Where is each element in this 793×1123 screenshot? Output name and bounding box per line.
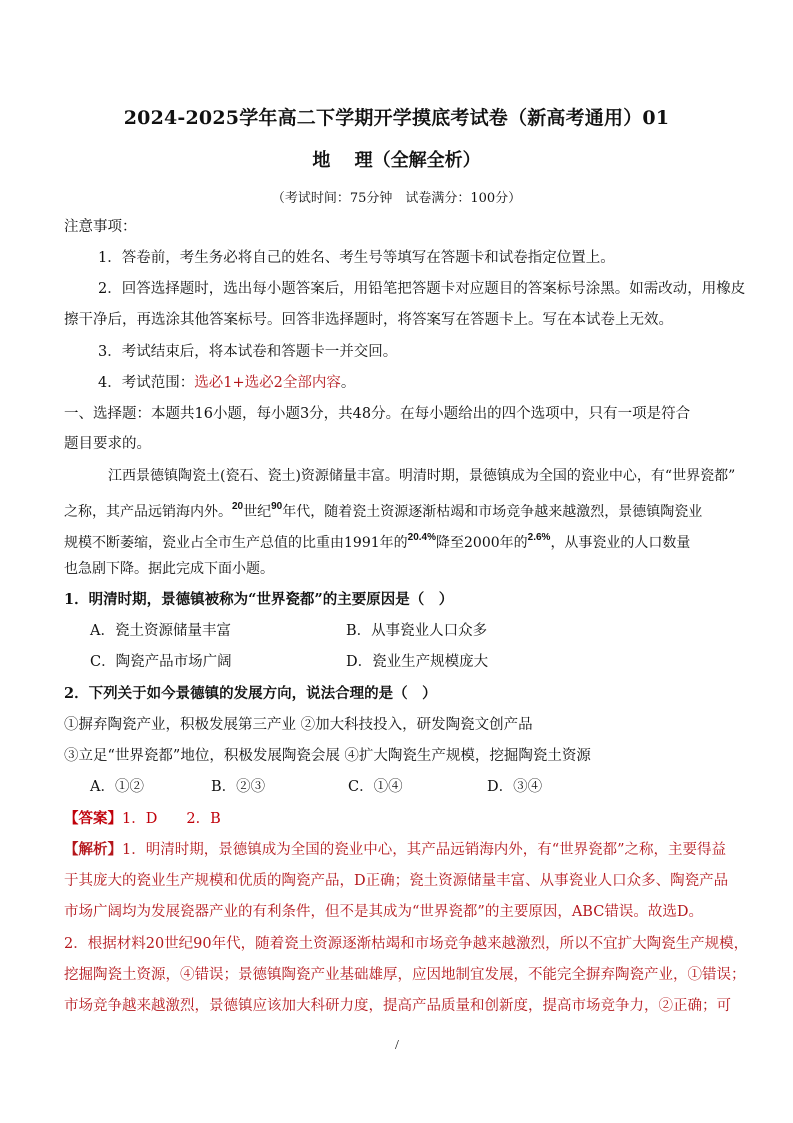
passage-text: 世纪 — [243, 504, 272, 520]
answer-label: 【答案】 — [64, 810, 122, 827]
passage-number: 90 — [271, 501, 283, 512]
notice-heading: 注意事项： — [64, 219, 137, 235]
analysis-line-6: 市场竞争越来越激烈，景德镇应该加大科研力度，提高产品质量和创新度，提高市场竞争力，②正确；可 — [64, 998, 731, 1014]
passage-text: 年代，随着瓷土资源逐渐枯竭和市场竞争越来越激烈，景德镇陶瓷业 — [282, 504, 703, 520]
notice-item-4 — [98, 373, 355, 393]
passage-text: ，从事瓷业的人口数量 — [550, 535, 691, 551]
notice-item-2-line-2: 擦干净后，再选涂其他答案标号。回答非选择题时，将答案写在答题卡上。写在本试卷上无效。 — [64, 312, 673, 328]
notice-item-3: 3．考试结束后，将本试卷和答题卡一并交回。 — [98, 344, 398, 360]
q1-option-d: D．瓷业生产规模庞大 — [346, 654, 489, 670]
answer-line — [64, 809, 221, 829]
q2-option-a: A．①② — [90, 779, 144, 795]
section-heading-line-2: 题目要求的。 — [64, 436, 151, 452]
q2-option-b: B．②③ — [211, 779, 266, 795]
passage-text: 规模不断萎缩，瓷业占全市生产总值的比重由 — [64, 535, 344, 551]
q2-option-c: C．①④ — [348, 779, 403, 795]
passage-line-3 — [64, 528, 690, 553]
q1-option-b: B．从事瓷业人口众多 — [346, 623, 488, 639]
passage-year: 1991 — [344, 535, 380, 551]
question-2-stem: 2．下列关于如今景德镇的发展方向，说法合理的是（ ） — [64, 685, 437, 702]
page-number: / — [395, 1038, 399, 1053]
notice-item-4-prefix: 4．考试范围： — [98, 375, 195, 391]
q1-option-c: C．陶瓷产品市场广阔 — [90, 654, 232, 670]
analysis-line-1 — [64, 840, 726, 860]
notice-item-2-line-1: 2．回答选择题时，选出每小题答案后，用铅笔把答题卡对应题目的答案标号涂黑。如需改动，用橡皮 — [98, 281, 746, 297]
passage-percent: 2.6% — [527, 532, 551, 543]
answer-text: 1．D 2．B — [122, 811, 221, 827]
question-1-stem: 1．明清时期，景德镇被称为“世界瓷都”的主要原因是（ ） — [64, 591, 454, 608]
passage-number: 20 — [232, 501, 244, 512]
passage-text: 降至 — [436, 535, 464, 551]
page-title: 2024-2025学年高二下学期开学摸底考试卷（新高考通用）01 — [123, 107, 670, 129]
section-heading-line-1: 一、选择题：本题共16小题，每小题3分，共48分。在每小题给出的四个选项中，只有一项是符合 — [64, 406, 691, 422]
passage-year: 2000 — [464, 535, 500, 551]
q2-option-d: D．③④ — [487, 779, 543, 795]
passage-line-1: 江西景德镇陶瓷土(瓷石、瓷土)资源储量丰富。明清时期，景德镇成为全国的瓷业中心，有“世界瓷都” — [108, 468, 736, 484]
analysis-line-5: 挖掘陶瓷土资源，④错误；景德镇陶瓷产业基础雄厚，应因地制宜发展，不能完全摒弃陶瓷产业，①错误； — [64, 967, 746, 983]
q2-statements-line-1: ①摒弃陶瓷产业，积极发展第三产业 ②加大科技投入，研发陶瓷文创产品 — [64, 717, 533, 733]
exam-scope: 选必1+选必2全部内容 — [194, 375, 341, 391]
passage-text: 年的 — [499, 535, 528, 551]
analysis-label: 【解析】 — [64, 841, 122, 858]
analysis-line-3: 市场广阔均为发展瓷器产业的有利条件，但不是其成为“世界瓷都”的主要原因，ABC错误。故选D。 — [64, 904, 703, 920]
page-subtitle: 地 理（全解全析） — [312, 150, 481, 171]
passage-line-2 — [64, 497, 702, 522]
q1-option-a: A．瓷土资源储量丰富 — [90, 623, 231, 639]
analysis-text: 1．明清时期，景德镇成为全国的瓷业中心，其产品远销海内外，有“世界瓷都”之称，主要得益 — [122, 842, 727, 858]
passage-text: 之称，其产品远销海内外。 — [64, 504, 232, 520]
passage-text: 年的 — [379, 535, 408, 551]
analysis-line-4: 2．根据材料20世纪90年代，随着瓷土资源逐渐枯竭和市场竞争越来越激烈，所以不宜扩大陶瓷生产规模， — [64, 936, 749, 952]
analysis-line-2: 于其庞大的瓷业生产规模和优质的陶瓷产品，D正确；瓷土资源储量丰富、从事瓷业人口众多、陶瓷产品 — [64, 873, 729, 889]
passage-line-4: 也急剧下降。据此完成下面小题。 — [64, 561, 274, 577]
notice-item-4-suffix: 。 — [340, 375, 356, 391]
notice-item-1: 1．答卷前，考生务必将自己的姓名、考生号等填写在答题卡和试卷指定位置上。 — [98, 250, 615, 266]
q2-statements-line-2: ③立足“世界瓷都”地位，积极发展陶瓷会展 ④扩大陶瓷生产规模，挖掘陶瓷土资源 — [64, 748, 591, 764]
exam-info: （考试时间：75分钟 试卷满分：100分） — [271, 191, 522, 206]
passage-percent: 20.4% — [407, 532, 436, 543]
